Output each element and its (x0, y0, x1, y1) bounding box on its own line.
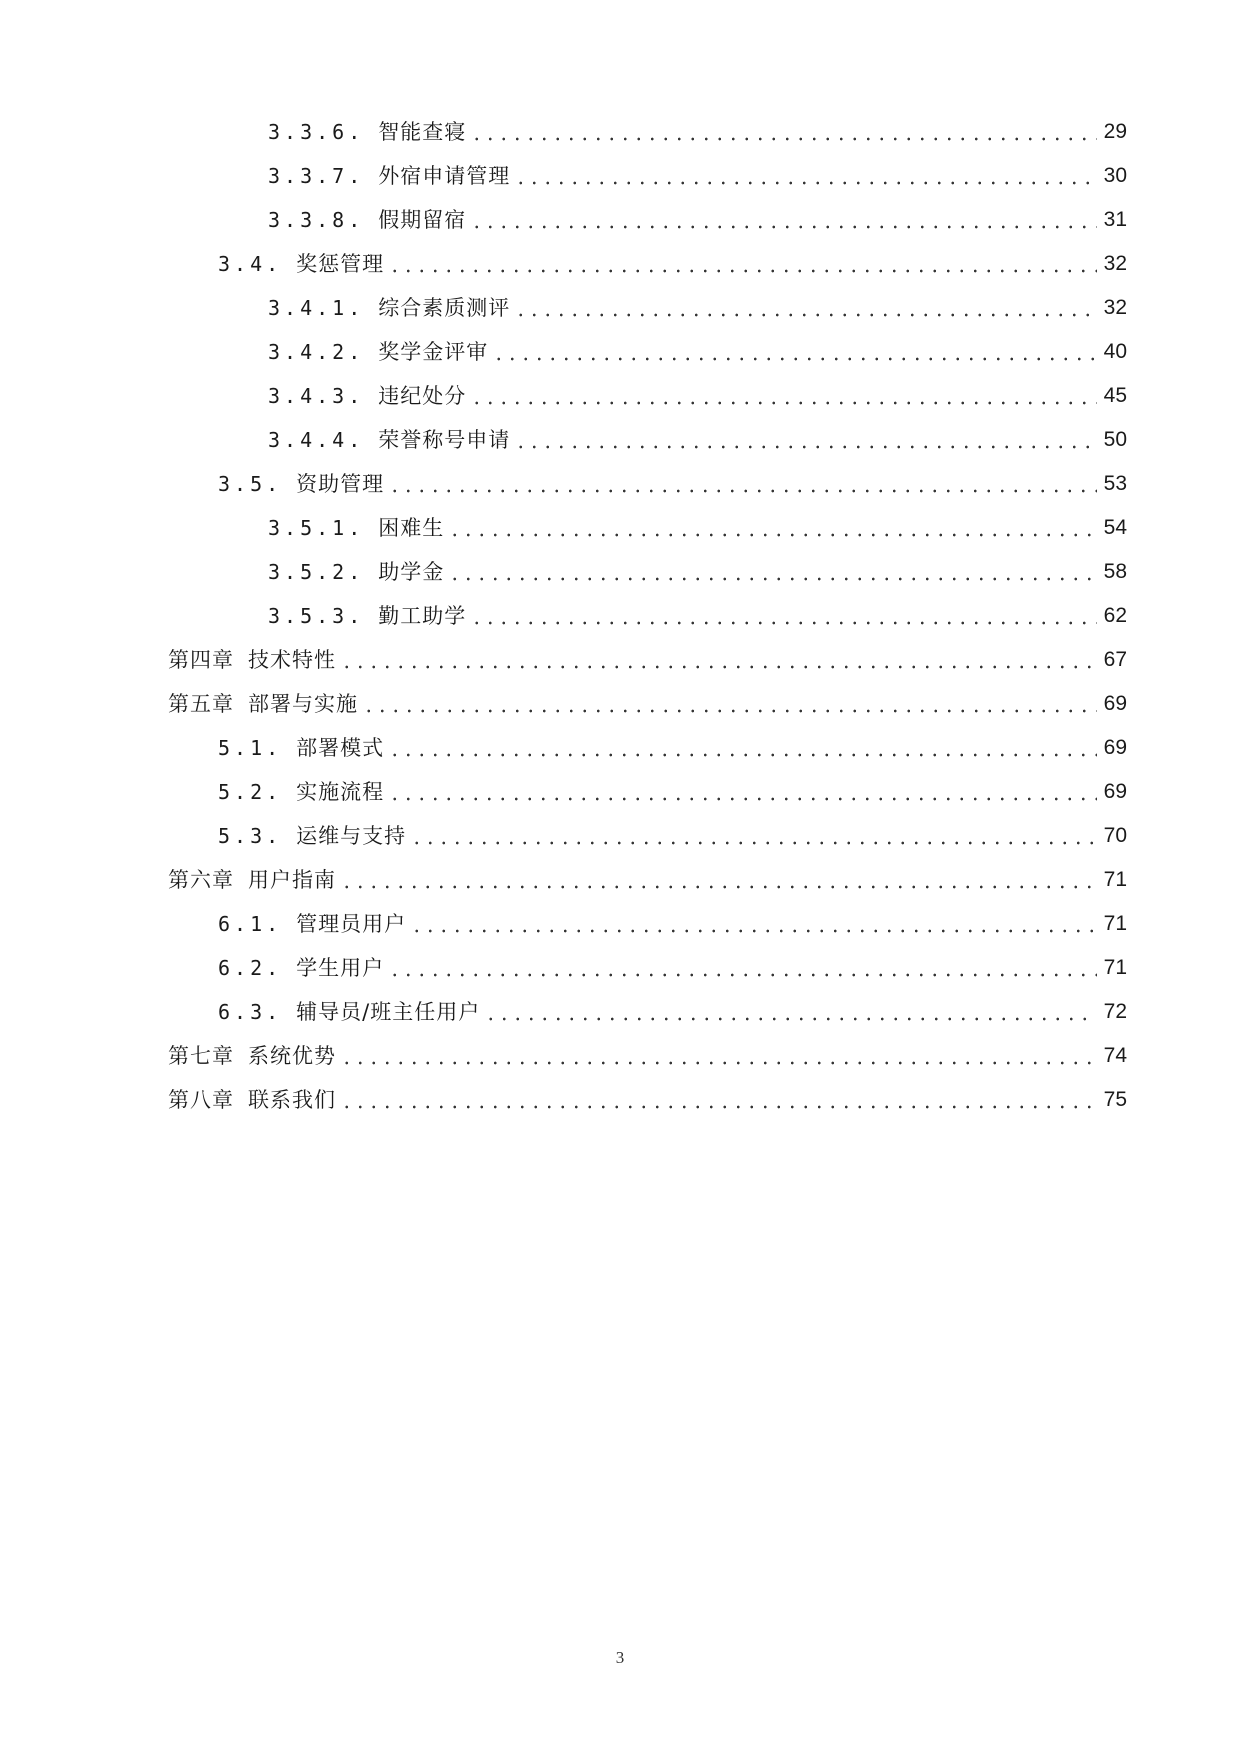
toc-entry-page: 31 (1103, 208, 1127, 231)
toc-entry[interactable] (168, 640, 1127, 680)
toc-entry[interactable] (268, 288, 1127, 328)
toc-entry-page: 71 (1103, 912, 1127, 935)
toc-entry-title: 智能查寝 (378, 120, 467, 144)
toc-dot-leader (448, 576, 1097, 582)
toc-entry-number: 3.4.2. (268, 340, 365, 364)
toc-entry-title: 外宿申请管理 (378, 164, 511, 188)
toc-dot-leader (340, 1104, 1097, 1110)
toc-entry[interactable] (268, 376, 1127, 416)
toc-entry-number: 6.1. (218, 912, 283, 936)
toc-dot-leader (410, 928, 1097, 934)
toc-entry-title: 综合素质测评 (378, 296, 511, 320)
toc-entry[interactable] (268, 156, 1127, 196)
toc-entry[interactable] (218, 816, 1127, 856)
toc-entry-page: 32 (1103, 252, 1127, 275)
toc-entry-title: 系统优势 (248, 1044, 336, 1068)
toc-entry-page: 67 (1103, 648, 1127, 671)
toc-dot-leader (448, 532, 1097, 538)
toc-entry-title: 违纪处分 (378, 384, 467, 408)
toc-entry-number: 第四章 (168, 648, 234, 672)
toc-dot-leader (362, 708, 1097, 714)
toc-entry[interactable] (268, 332, 1127, 372)
toc-dot-leader (514, 312, 1097, 318)
toc-entry[interactable] (168, 1036, 1127, 1076)
toc-dot-leader (340, 1060, 1097, 1066)
toc-entry-number: 3.5.3. (268, 604, 365, 628)
toc-dot-leader (388, 972, 1097, 978)
toc-entry-page: 70 (1103, 824, 1127, 847)
toc-entry-page: 75 (1103, 1088, 1127, 1111)
toc-dot-leader (470, 136, 1097, 142)
toc-entry[interactable] (268, 112, 1127, 152)
toc-entry-title: 联系我们 (248, 1088, 336, 1112)
toc-entry[interactable] (218, 948, 1127, 988)
toc-entry-number: 5.1. (218, 736, 283, 760)
toc-entry-number: 3.5.2. (268, 560, 365, 584)
toc-entry-title: 实施流程 (296, 780, 385, 804)
toc-entry[interactable] (218, 464, 1127, 504)
toc-entry-page: 69 (1103, 736, 1127, 759)
toc-dot-leader (388, 796, 1097, 802)
toc-entry[interactable] (268, 596, 1127, 636)
toc-entry[interactable] (168, 1080, 1127, 1120)
toc-entry-page: 71 (1103, 956, 1127, 979)
toc-entry[interactable] (218, 728, 1127, 768)
toc-entry[interactable] (268, 200, 1127, 240)
toc-dot-leader (388, 752, 1097, 758)
toc-entry-number: 3.4. (218, 252, 283, 276)
toc-entry[interactable] (268, 508, 1127, 548)
toc-dot-leader (484, 1016, 1097, 1022)
toc-entry-number: 6.3. (218, 1000, 283, 1024)
toc-entry-title: 用户指南 (248, 868, 336, 892)
toc-entry[interactable] (218, 992, 1127, 1032)
toc-dot-leader (514, 444, 1097, 450)
toc-dot-leader (410, 840, 1097, 846)
toc-entry-number: 第七章 (168, 1044, 234, 1068)
toc-entry-number: 3.4.3. (268, 384, 365, 408)
toc-entry-page: 62 (1103, 604, 1127, 627)
toc-entry-page: 53 (1103, 472, 1127, 495)
toc-entry-title: 资助管理 (296, 472, 385, 496)
toc-entry-number: 6.2. (218, 956, 283, 980)
toc-entry-number: 第八章 (168, 1088, 234, 1112)
toc-entry-page: 69 (1103, 692, 1127, 715)
toc-entry-title: 辅导员/班主任用户 (296, 1000, 481, 1024)
toc-dot-leader (470, 620, 1097, 626)
toc-entry-number: 3.5.1. (268, 516, 365, 540)
toc-entry-number: 3.4.4. (268, 428, 365, 452)
toc-entry-title: 困难生 (378, 516, 445, 540)
toc-entry-title: 假期留宿 (378, 208, 467, 232)
toc-entry-number: 第五章 (168, 692, 234, 716)
page-number: 3 (615, 1648, 625, 1667)
toc-entry-title: 运维与支持 (296, 824, 407, 848)
toc-entry-page: 54 (1103, 516, 1127, 539)
toc-entry-number: 3.4.1. (268, 296, 365, 320)
toc-entry-page: 69 (1103, 780, 1127, 803)
toc-entry-number: 第六章 (168, 868, 234, 892)
toc-dot-leader (470, 224, 1097, 230)
toc-entry-title: 技术特性 (248, 648, 336, 672)
toc-entry-title: 学生用户 (296, 956, 385, 980)
toc-entry-page: 29 (1103, 120, 1127, 143)
toc-entry-number: 5.3. (218, 824, 283, 848)
toc-entry-number: 3.5. (218, 472, 283, 496)
toc-entry-title: 管理员用户 (296, 912, 407, 936)
toc-dot-leader (388, 488, 1097, 494)
toc-entry-title: 奖学金评审 (378, 340, 489, 364)
toc-entry-page: 40 (1103, 340, 1127, 363)
toc-entry-number: 3.3.8. (268, 208, 365, 232)
toc-dot-leader (492, 356, 1097, 362)
toc-dot-leader (340, 664, 1097, 670)
toc-entry-page: 50 (1103, 428, 1127, 451)
toc-entry-page: 45 (1103, 384, 1127, 407)
toc-entry-title: 勤工助学 (378, 604, 467, 628)
toc-dot-leader (514, 180, 1097, 186)
toc-entry[interactable] (218, 772, 1127, 812)
toc-entry-page: 30 (1103, 164, 1127, 187)
toc-entry-page: 74 (1103, 1044, 1127, 1067)
toc-entry-title: 助学金 (378, 560, 445, 584)
toc-entry[interactable] (168, 860, 1127, 900)
toc-entry-title: 荣誉称号申请 (378, 428, 511, 452)
toc-dot-leader (340, 884, 1097, 890)
toc-entry-title: 部署与实施 (248, 692, 358, 716)
toc-entry[interactable] (218, 904, 1127, 944)
toc-dot-leader (470, 400, 1097, 406)
toc-entry[interactable] (168, 684, 1127, 724)
toc-entry-title: 部署模式 (296, 736, 385, 760)
toc-entry[interactable] (218, 244, 1127, 284)
toc-entry-number: 3.3.7. (268, 164, 365, 188)
toc-entry[interactable] (268, 552, 1127, 592)
toc-entry-page: 58 (1103, 560, 1127, 583)
toc-entry-title: 奖惩管理 (296, 252, 385, 276)
toc-entry[interactable] (268, 420, 1127, 460)
toc-entry-page: 32 (1103, 296, 1127, 319)
toc-entry-number: 5.2. (218, 780, 283, 804)
toc-entry-number: 3.3.6. (268, 120, 365, 144)
toc-dot-leader (388, 268, 1097, 274)
toc-entry-page: 72 (1103, 1000, 1127, 1023)
toc-entry-page: 71 (1103, 868, 1127, 891)
